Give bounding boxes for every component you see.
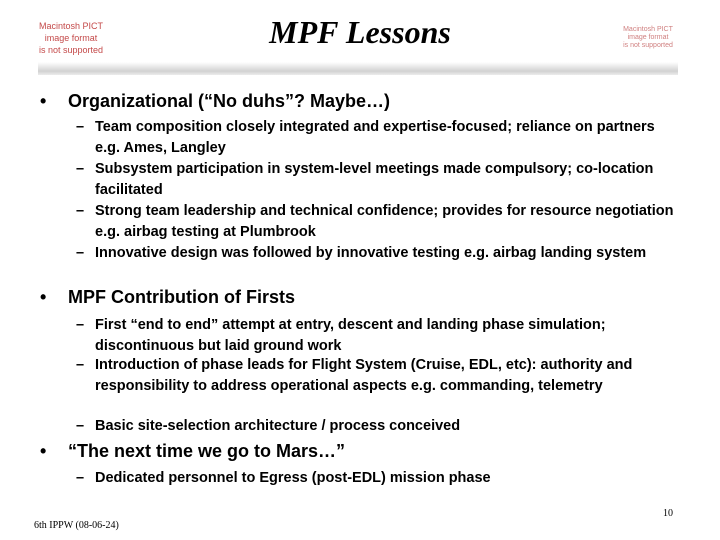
list-item xyxy=(76,243,676,264)
pict-right-line-2: image format xyxy=(627,34,669,41)
list-item-text: First “end to end” attempt at entry, descent and landing phase simulation; discontinuous but laid ground work xyxy=(95,317,606,354)
title-divider xyxy=(38,62,678,75)
bullet-marker: • xyxy=(40,287,47,307)
dash-marker: – xyxy=(76,317,85,333)
pict-placeholder-right xyxy=(610,26,686,50)
list-item-text: Dedicated personnel to Egress (post-EDL) mission phase xyxy=(95,470,491,486)
list-item-text: Strong team leadership and technical confidence; provides for resource negotiation e.g. airbag testing at Plumbrook xyxy=(95,203,674,240)
dash-marker: – xyxy=(76,119,85,135)
section-heading-organizational: Organizational (“No duhs”? Maybe…) xyxy=(68,91,391,111)
list-item xyxy=(76,468,676,489)
list-item-text: Basic site-selection architecture / process conceived xyxy=(95,418,461,434)
footer-event-label: 6th IPPW (08-06-24) xyxy=(34,520,119,531)
list-item-text: Team composition closely integrated and expertise-focused; reliance on partners e.g. Ames, Langley xyxy=(95,119,655,156)
list-item xyxy=(76,355,676,397)
bullet-marker: • xyxy=(40,441,47,461)
list-item xyxy=(76,201,676,243)
pict-left-line-1: Macintosh PICT xyxy=(38,21,104,31)
section-heading-firsts: MPF Contribution of Firsts xyxy=(68,287,295,307)
list-item xyxy=(76,117,676,159)
dash-marker: – xyxy=(76,418,85,434)
list-item-text: Introduction of phase leads for Flight System (Cruise, EDL, etc): authority and responsibility to address operational aspects e.g. commanding, telemetry xyxy=(95,357,633,394)
dash-marker: – xyxy=(76,470,85,486)
section-heading-next-time: “The next time we go to Mars…” xyxy=(68,441,346,461)
page-number: 10 xyxy=(663,508,673,519)
slide-title: MPF Lessons xyxy=(269,14,451,50)
bullet-marker: • xyxy=(40,91,47,111)
dash-marker: – xyxy=(76,245,85,261)
list-item xyxy=(76,159,676,201)
list-item xyxy=(76,315,676,357)
pict-right-line-3: is not supported xyxy=(623,42,673,49)
dash-marker: – xyxy=(76,357,85,373)
list-item xyxy=(76,416,676,437)
dash-marker: – xyxy=(76,203,85,219)
pict-left-line-3: is not supported xyxy=(38,45,104,55)
pict-right-line-1: Macintosh PICT xyxy=(623,26,673,33)
dash-marker: – xyxy=(76,161,85,177)
list-item-text: Innovative design was followed by innovative testing e.g. airbag landing system xyxy=(95,245,647,261)
list-item-text: Subsystem participation in system-level meetings made compulsory; co-location facilitated xyxy=(95,161,654,198)
pict-left-line-2: image format xyxy=(44,33,98,43)
